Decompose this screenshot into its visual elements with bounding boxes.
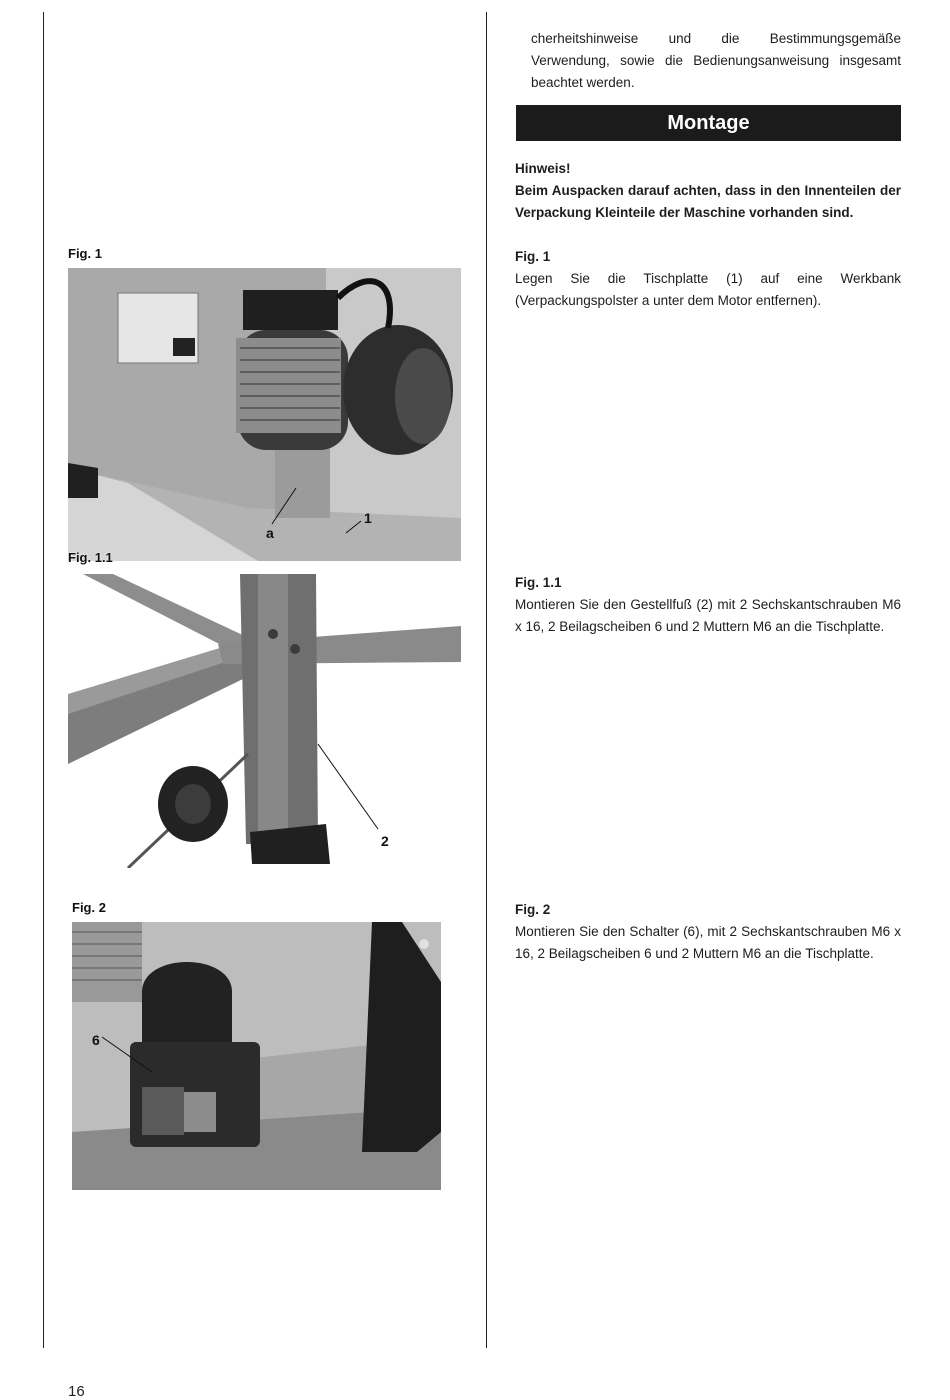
- fig-1-1-text-label: Fig. 1.1: [515, 575, 562, 590]
- note-text: Beim Auspacken darauf achten, dass in den Innenteilen der Verpackung Kleinteile der Maschine vorhanden sind.: [515, 183, 901, 220]
- column-divider: [486, 12, 487, 1348]
- fig-2-label: Fig. 2: [72, 900, 106, 915]
- fig-2-photo: [72, 922, 441, 1190]
- fig-1-1-description: Montieren Sie den Gestellfuß (2) mit 2 Sechskantschrauben M6 x 16, 2 Beilagscheiben 6 und 2 Muttern M6 an die Tischplatte.: [515, 597, 901, 634]
- fig-1-1-text: [515, 572, 901, 638]
- fig-1-1-photo: [68, 574, 461, 868]
- fig-1-1-label: Fig. 1.1: [68, 550, 113, 565]
- fig-1-text-label: Fig. 1: [515, 249, 551, 264]
- fig-1-1-callout-2: 2: [381, 833, 389, 849]
- note-block: [515, 158, 901, 224]
- page-number: 16: [68, 1383, 85, 1400]
- fig-2-text-label: Fig. 2: [515, 902, 551, 917]
- intro-paragraph: cherheitshinweise und die Bestimmungsgemäße Verwendung, sowie die Bedienungsanweisung insgesamt beachtet werden.: [531, 31, 901, 90]
- fig-2-description: Montieren Sie den Schalter (6), mit 2 Sechskantschrauben M6 x 16, 2 Beilagscheiben 6 und 2 Muttern M6 an die Tischplatte.: [515, 924, 901, 961]
- section-title-banner: Montage: [516, 105, 901, 141]
- left-margin-rule: [43, 12, 44, 1348]
- fig-1-label: Fig. 1: [68, 246, 102, 261]
- fig-2-text: [515, 899, 901, 965]
- note-heading: Hinweis!: [515, 161, 571, 176]
- fig-1-callout-1: 1: [364, 510, 372, 526]
- fig-1-photo: [68, 268, 461, 561]
- fig-1-description: Legen Sie die Tischplatte (1) auf eine Werkbank (Verpackungspolster a unter dem Motor entfernen).: [515, 271, 901, 308]
- fig-2-callout-6: 6: [92, 1032, 100, 1048]
- fig-1-callout-a: a: [266, 525, 274, 541]
- fig-1-text: [515, 246, 901, 312]
